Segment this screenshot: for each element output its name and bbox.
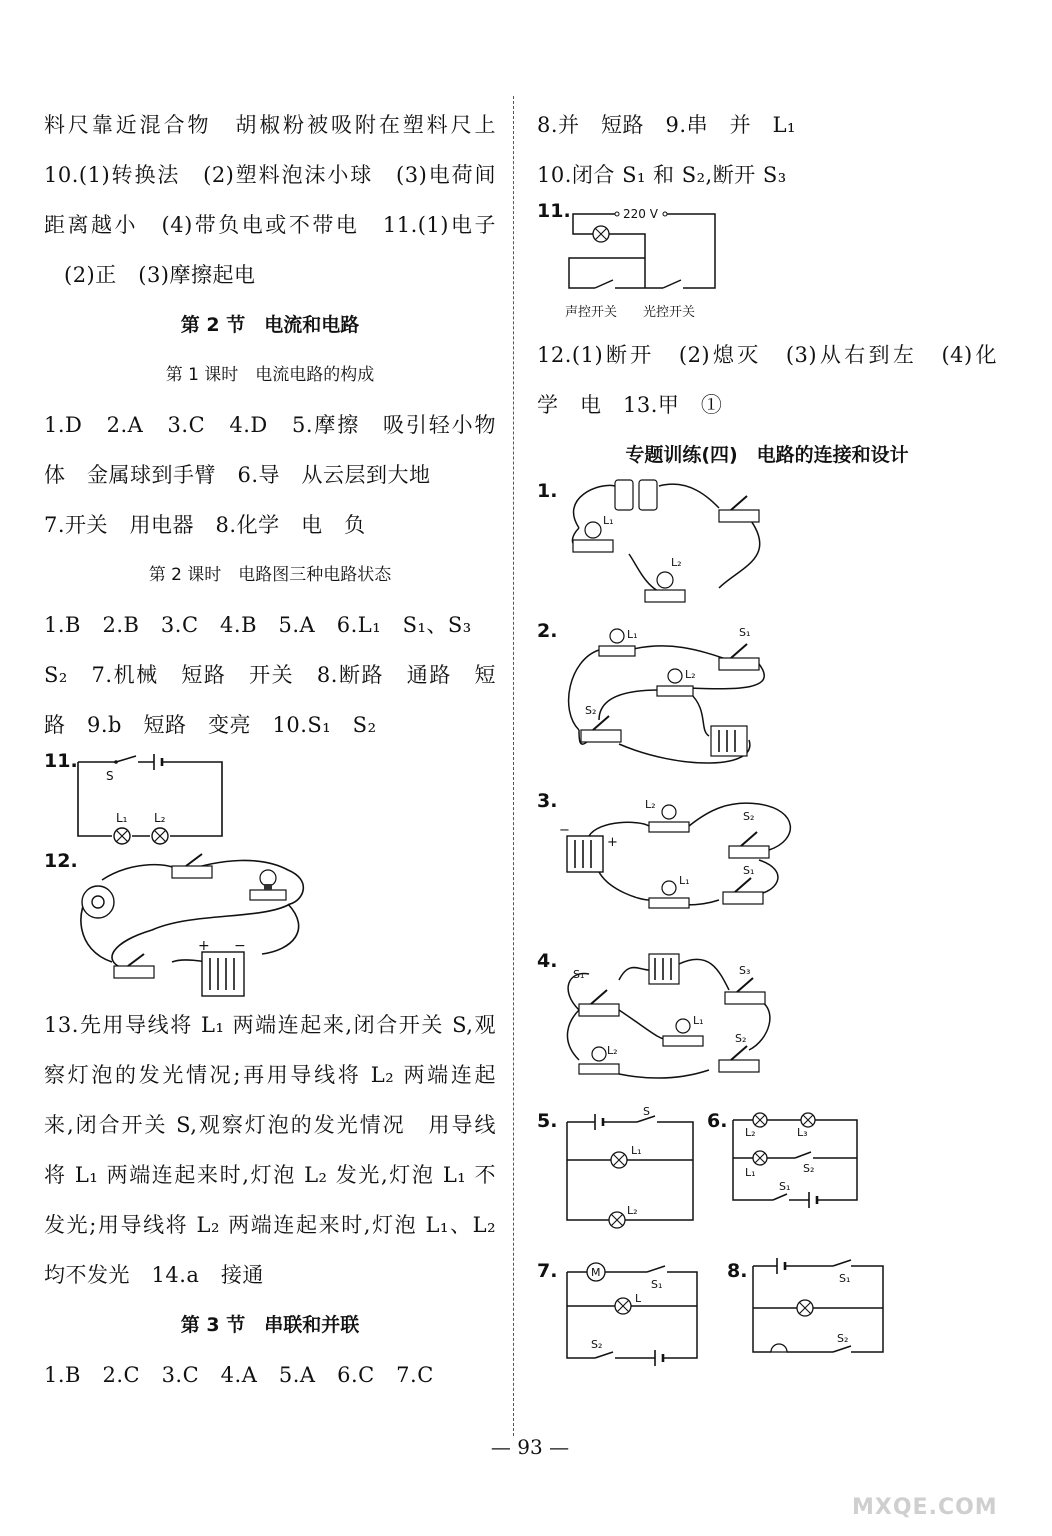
answer-line: 学 电 13.甲 ①	[537, 393, 723, 417]
question-number: 11.	[537, 200, 571, 222]
topic-figure-3	[537, 790, 997, 950]
motor-circuit-diagram-7	[561, 1266, 711, 1376]
switch-label: S₂	[837, 1332, 849, 1345]
physical-circuit-drawing	[559, 620, 779, 780]
switch-label: S₁	[739, 626, 751, 639]
answer-line: (2)正 (3)摩擦起电	[64, 263, 256, 287]
section-heading: 专题训练(四) 电路的连接和设计	[625, 444, 909, 466]
lamp-label: L₁	[116, 811, 128, 825]
battery-plus-label: +	[198, 938, 210, 954]
answer-line: 7.开关 用电器 8.化学 电 负	[44, 513, 366, 537]
answer-line: 13.先用导线将 L₁ 两端连起来,闭合开关 S,观	[44, 1013, 496, 1037]
right-column	[537, 100, 997, 1390]
lamp-label: L₁	[745, 1166, 756, 1179]
voltage-label: 220 V	[623, 207, 658, 221]
lamp-label: L₂	[154, 811, 166, 825]
topic-figures-7-8	[537, 1260, 997, 1390]
switch-label: S	[106, 769, 114, 783]
topic-figure-2	[537, 620, 997, 790]
answer-line: 12.(1)断开 (2)熄灭 (3)从右到左 (4)化	[537, 343, 997, 367]
switch-label: S₂	[743, 810, 755, 823]
answer-line: 10.(1)转换法 (2)塑料泡沫小球 (3)电荷间	[44, 163, 496, 187]
question-number: 4.	[537, 950, 558, 972]
switch-label: S₁	[839, 1272, 851, 1285]
section-heading: 第 2 节 电流和电路	[180, 314, 360, 336]
answer-line: 1.D 2.A 3.C 4.D 5.摩擦 吸引轻小物	[44, 413, 496, 437]
battery-minus-label: −	[234, 938, 246, 954]
question-number: 3.	[537, 790, 558, 812]
lesson-heading: 第 1 课时 电流电路的构成	[165, 365, 375, 385]
question-number: 5.	[537, 1110, 558, 1132]
physical-circuit-drawing	[559, 790, 799, 940]
lamp-label: L₃	[797, 1126, 808, 1139]
watermark-text: MXQE.COM	[852, 1495, 998, 1520]
question-number: 12.	[44, 850, 78, 872]
answer-line: S₂ 7.机械 短路 开关 8.断路 通路 短	[44, 663, 496, 687]
topic-figure-1	[537, 480, 997, 620]
switch-label: S₂	[735, 1032, 747, 1045]
lamp-label: L₂	[745, 1126, 756, 1139]
motor-label: M	[591, 1266, 601, 1279]
figure-12-physical-circuit	[44, 850, 496, 1000]
switch-label: S₃	[739, 964, 751, 977]
switch-label: S₁	[779, 1180, 791, 1193]
column-divider	[513, 96, 514, 1436]
answer-line: 10.闭合 S₁ 和 S₂,断开 S₃	[537, 163, 787, 187]
lamp-label: L₁	[631, 1144, 642, 1157]
parallel-circuit-diagram-6	[727, 1114, 877, 1234]
switch-label: S	[643, 1105, 650, 1118]
topic-figure-4	[537, 950, 997, 1110]
physical-circuit-drawing	[559, 950, 779, 1100]
parallel-circuit-diagram-5	[561, 1105, 701, 1236]
lamp-label: L₂	[645, 798, 656, 811]
figure-11-switch-circuit	[537, 200, 997, 330]
lamp-label: L₁	[679, 874, 690, 887]
switch-label: S₁	[743, 864, 755, 877]
left-column	[44, 100, 496, 1400]
physical-circuit-drawing	[559, 478, 779, 608]
question-number: 1.	[537, 480, 558, 502]
lamp-label: L₂	[627, 1204, 638, 1217]
answer-line: 均不发光 14.a 接通	[44, 1263, 264, 1287]
answer-line: 距离越小 (4)带负电或不带电 11.(1)电子	[44, 213, 496, 237]
answer-line: 将 L₁ 两端连起来时,灯泡 L₂ 发光,灯泡 L₁ 不	[44, 1163, 496, 1187]
question-number: 2.	[537, 620, 558, 642]
question-number: 6.	[707, 1110, 728, 1132]
switch-control-circuit	[565, 204, 765, 334]
switch-label: S₁	[651, 1278, 663, 1291]
switch-label: S₂	[591, 1338, 603, 1351]
bell-circuit-diagram-8	[747, 1260, 897, 1370]
question-number: 8.	[727, 1260, 748, 1282]
lamp-label: L₂	[685, 668, 696, 681]
switch-label: S₁	[573, 968, 585, 981]
answer-line: 料尺靠近混合物 胡椒粉被吸附在塑料尺上	[44, 113, 496, 137]
switch-label: S₂	[803, 1162, 815, 1175]
figure-11-series-circuit	[44, 750, 496, 850]
battery-plus-label: +	[607, 835, 618, 850]
answer-line: 察灯泡的发光情况;再用导线将 L₂ 两端连起	[44, 1063, 496, 1087]
answer-line: 来,闭合开关 S,观察灯泡的发光情况 用导线	[44, 1113, 496, 1137]
lamp-label: L₁	[627, 628, 638, 641]
question-number: 7.	[537, 1260, 558, 1282]
answer-line: 体 金属球到手臂 6.导 从云层到大地	[44, 463, 431, 487]
lamp-label: L₂	[607, 1044, 618, 1057]
topic-figures-5-6	[537, 1105, 997, 1260]
lamp-label: L	[635, 1292, 642, 1305]
physical-circuit-drawing	[72, 850, 332, 1000]
answer-line: 1.B 2.C 3.C 4.A 5.A 6.C 7.C	[44, 1363, 434, 1387]
answer-line: 路 9.b 短路 变亮 10.S₁ S₂	[44, 713, 377, 737]
answer-line: 1.B 2.B 3.C 4.B 5.A 6.L₁ S₁、S₃	[44, 613, 472, 637]
voice-switch-label: 声控开关	[565, 305, 618, 320]
lamp-label: L₁	[603, 514, 614, 527]
switch-label: S₂	[585, 704, 597, 717]
question-number: 11.	[44, 750, 78, 772]
light-switch-label: 光控开关	[643, 305, 696, 320]
lamp-label: L₂	[671, 556, 682, 569]
lesson-heading: 第 2 课时 电路图三种电路状态	[148, 565, 392, 585]
watermark-logo	[852, 1450, 1032, 1520]
series-circuit-diagram	[72, 756, 272, 856]
page-number: — 93 —	[490, 1435, 570, 1459]
answer-line: 发光;用导线将 L₂ 两端连起来时,灯泡 L₁、L₂	[44, 1213, 496, 1237]
battery-minus-label: −	[559, 823, 570, 838]
section-heading: 第 3 节 串联和并联	[180, 1314, 360, 1336]
lamp-label: L₁	[693, 1014, 704, 1027]
answer-line: 8.并 短路 9.串 并 L₁	[537, 113, 796, 137]
